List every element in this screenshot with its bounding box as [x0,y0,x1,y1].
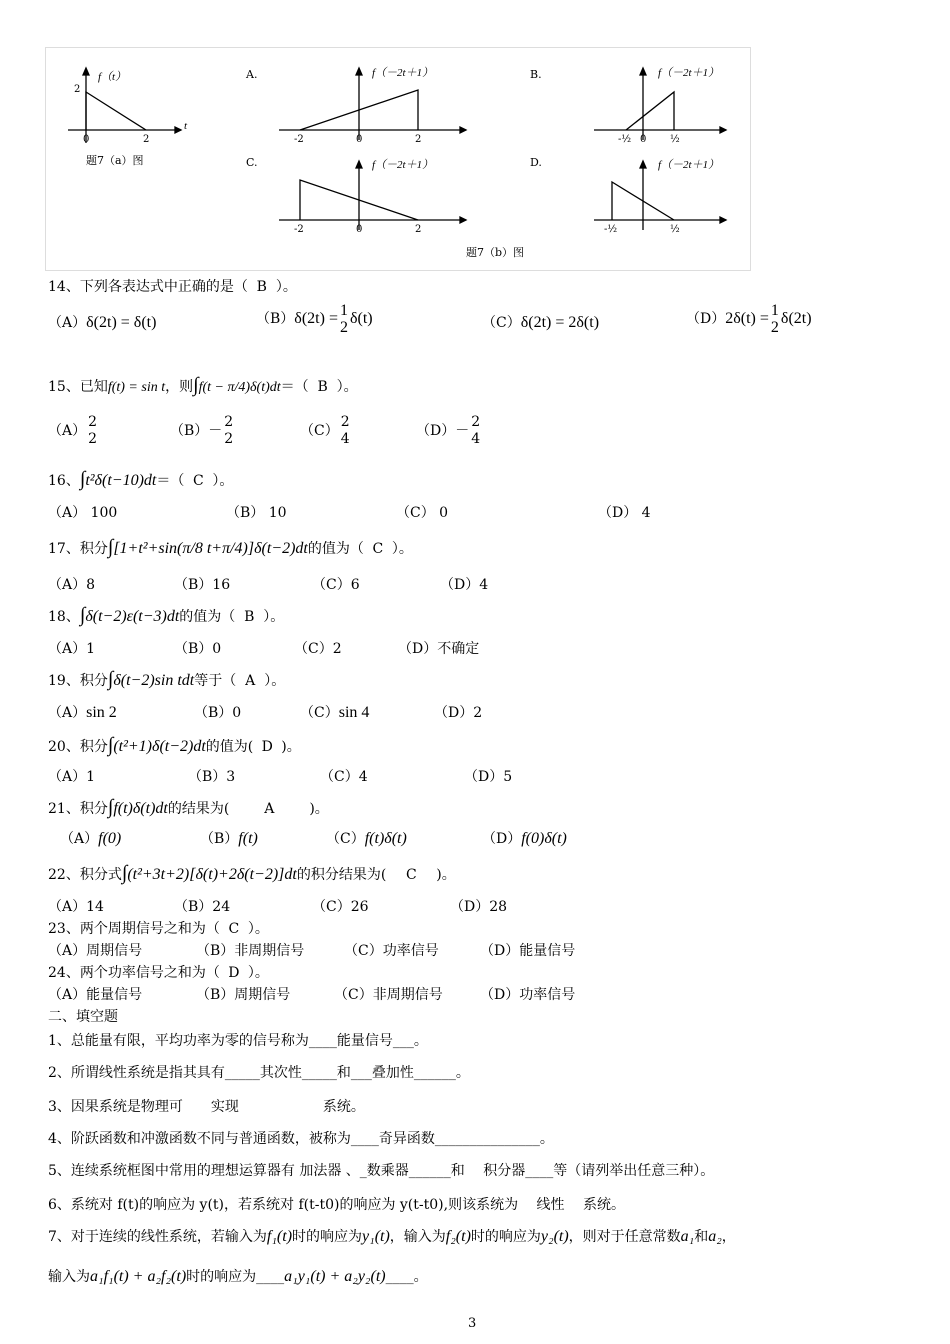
question-18: 18、∫δ(t−2)ε(t−3)dt的值为（ B ）。 [48,604,285,626]
answer-21: A [264,801,275,817]
q21-option-d: （D）f(0)δ(t) [482,830,567,847]
fill-2: 2、所谓线性系统是指其具有_____其次性_____和___叠加性______。 [48,1065,470,1081]
panel-D-tick-mhalf: -½ [604,224,618,235]
label-D: D. [530,156,542,169]
q17-option-b: （B）16 [174,577,231,593]
panel-B-tick-mhalf: -½ [618,134,632,145]
q14-option-d: （D）2δ(t) = 1 2 δ(2t) [686,302,812,336]
panel-C-tick-2: 2 [415,224,422,235]
question-21: 21、积分∫f(t)δ(t)dt的结果为( A )。 [48,796,329,818]
signal-B [626,92,674,130]
panel-B-tick-0: 0 [640,134,647,145]
caption-a: 题7（a）图 [86,154,144,167]
q22-option-b: （B）24 [174,899,231,915]
panel-A-func: f（－2t＋1） [372,67,434,79]
panel-D-func: f（－2t＋1） [658,159,720,171]
panel-C-tick-0: 0 [356,224,363,235]
q18-option-b: （B）0 [174,641,222,657]
q14-option-c: （C）δ(2t) = 2δ(t) [482,314,600,331]
question-14: 14、下列各表达式中正确的是（ B ）。 [48,279,297,295]
q14-option-a: （A）δ(2t) = δ(t) [48,314,157,331]
label-B: B. [530,68,542,81]
q17-option-c: （C）6 [312,577,360,593]
q15-option-a: （A） 2 2 [48,414,98,447]
question-23: 23、两个周期信号之和为（ C ）。 [48,921,269,937]
panel-C-func: f（－2t＋1） [372,159,434,171]
q16-option-b: （B） 10 [226,505,287,521]
q18-option-d: （D）不确定 [398,641,480,657]
answer-17: C [372,541,384,557]
panel-a-t-label: t [184,120,188,132]
fill-4: 4、阶跃函数和冲激函数不同与普通函数，被称为____奇异函数_______________。 [48,1131,554,1147]
question-17: 17、积分∫[1+t²+sin(π/8 t+π/4)]δ(t−2)dt的值为（ C ）。 [48,536,413,558]
q17-option-d: （D）4 [440,577,489,593]
panel-D-tick-half: ½ [670,224,680,235]
q15-option-c: （C） 2 4 [300,414,350,447]
q23-option-a: （A）周期信号 [48,943,143,959]
panel-a-y-tick: 2 [74,84,81,95]
answer-20: D [261,739,273,755]
q23-option-d: （D）能量信号 [480,943,576,959]
q22-option-a: （A）14 [48,899,104,915]
q24-option-d: （D）功率信号 [480,987,576,1003]
q23-option-b: （B）非周期信号 [196,943,305,959]
panel-A-tick-m2: -2 [294,134,304,145]
q20-option-d: （D）5 [464,769,513,785]
q22-option-c: （C）26 [312,899,369,915]
q21-option-a: （A）f(0) [60,830,122,847]
fill-7-line-1: 7、对于连续的线性系统，若输入为f₁(t)时的响应为y₁(t)，输入为f₂(t)时的响应为y₂(t)，则对于任意常数a₁和a₂， [48,1228,736,1245]
q16-option-a: （A） 100 [48,505,118,521]
q15-option-d: （D）－ 2 4 [416,414,481,447]
q22-option-d: （D）28 [450,899,508,915]
fill-1: 1、总能量有限，平均功率为零的信号称为____能量信号___。 [48,1033,428,1049]
q17-option-a: （A）8 [48,577,96,593]
question-22: 22、积分式∫(t²+3t+2)[δ(t)+2δ(t−2)]dt的积分结果为( C )。 [48,862,456,884]
panel-B-func: f（－2t＋1） [658,67,720,79]
question-19: 19、积分∫δ(t−2)sin tdt等于（ A ）。 [48,668,286,690]
answer-16: C [192,473,204,489]
question-15: 15、已知f(t) = sin t，则∫f(t − π/4)δ(t)dt＝（ B ）。 [48,374,358,396]
fill-7-line-2: 输入为a₁f₁(t) + a₂f₂(t)时的响应为____a₁y₁(t) + a₂y₂(t)____。 [48,1268,428,1285]
panel-B-tick-half: ½ [670,134,680,145]
q20-option-b: （B）3 [188,769,236,785]
q20-option-a: （A）1 [48,769,96,785]
q19-option-b: （B）0 [194,705,242,721]
q21-option-b: （B）f(t) [200,830,258,847]
panel-a-x-tick-0: 0 [83,134,90,145]
caption-b: 题7（b）图 [466,246,525,259]
answer-18: B [244,609,255,625]
answer-15: B [317,379,328,395]
panel-A-tick-0: 0 [356,134,363,145]
panel-a-x-tick-2: 2 [143,134,150,145]
q19-option-c: （C）sin 4 [300,704,370,721]
fill-6: 6、系统对 f(t)的响应为 y(t)，若系统对 f(t-t0)的响应为 y(t-t0),则该系统为 线性 系统。 [48,1197,625,1213]
answer-22: C [405,867,417,883]
section-heading: 二、填空题 [48,1009,118,1025]
answer-14: B [256,279,267,295]
q23-option-c: （C）功率信号 [344,943,439,959]
label-A: A. [246,68,258,81]
panel-a-func-label: f（t） [98,71,127,83]
q19-option-a: （A）sin 2 [48,704,117,721]
question-24: 24、两个功率信号之和为（ D ）。 [48,965,269,981]
q18-option-c: （C）2 [294,641,342,657]
label-C: C. [246,156,258,169]
q21-option-c: （C）f(t)δ(t) [326,830,407,847]
answer-23: C [228,921,240,937]
panel-A-tick-2: 2 [415,134,422,145]
q24-option-a: （A）能量信号 [48,987,143,1003]
q18-option-a: （A）1 [48,641,96,657]
q19-option-d: （D）2 [434,705,483,721]
q24-option-b: （B）周期信号 [196,987,291,1003]
question-16: 16、∫t²δ(t−10)dt＝（ C ）。 [48,468,234,490]
panel-C-tick-m2: -2 [294,224,304,235]
fill-3: 3、因果系统是物理可 实现 系统。 [48,1099,365,1115]
answer-19: A [245,673,256,689]
figure-panel [45,47,751,271]
answer-24: D [228,965,240,981]
signal-a [86,92,146,130]
q15-option-b: （B）－ 2 2 [170,414,234,447]
q20-option-c: （C）4 [320,769,368,785]
q14-option-b: （B）δ(2t) = 1 2 δ(t) [256,302,373,336]
q16-option-d: （D） 4 [598,505,651,521]
fill-5: 5、连续系统框图中常用的理想运算器有 加法器 、_数乘器______和 积分器____等（请列举出任意三种）。 [48,1163,715,1179]
q24-option-c: （C）非周期信号 [334,987,443,1003]
question-20: 20、积分∫(t²+1)δ(t−2)dt的值为( D )。 [48,734,301,756]
q16-option-c: （C） 0 [396,505,449,521]
page-number: 3 [468,1316,477,1331]
